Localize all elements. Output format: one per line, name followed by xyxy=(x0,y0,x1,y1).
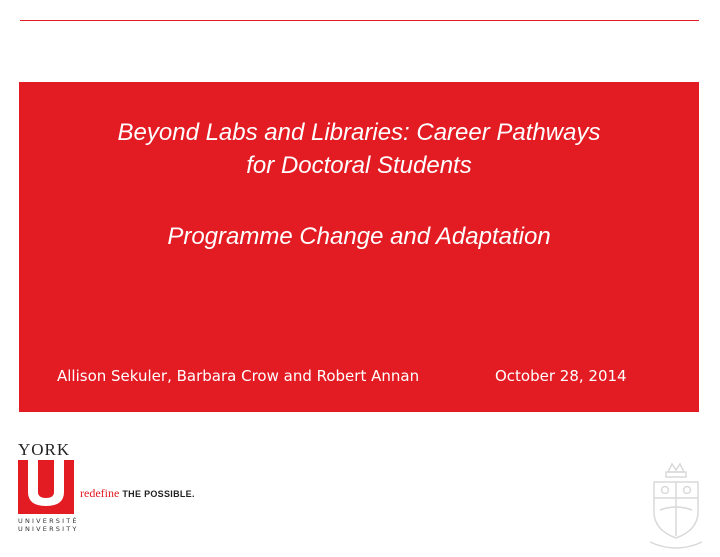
slide-title-line-2: for Doctoral Students xyxy=(246,152,472,179)
university-crest-icon xyxy=(646,458,706,554)
york-wordmark: YORK xyxy=(18,440,71,459)
top-divider xyxy=(20,20,699,21)
slide-title-line-1: Beyond Labs and Libraries: Career Pathways xyxy=(117,119,601,146)
slide-subtitle: Programme Change and Adaptation xyxy=(167,223,551,250)
title-panel xyxy=(19,82,699,412)
logo-tagline xyxy=(80,486,195,501)
presenter-names: Allison Sekuler, Barbara Crow and Robert Annan xyxy=(57,367,420,385)
york-university-logo xyxy=(18,441,218,536)
university-label-english: UNIVERSITY xyxy=(18,525,79,533)
york-u-logo-icon xyxy=(18,460,74,514)
slide-title xyxy=(19,116,699,182)
tagline-possible: THE POSSIBLE. xyxy=(122,489,195,499)
university-label-french: UNIVERSITÉ xyxy=(18,517,79,525)
tagline-redefine: redefine xyxy=(80,486,120,500)
presentation-date: October 28, 2014 xyxy=(495,367,627,385)
